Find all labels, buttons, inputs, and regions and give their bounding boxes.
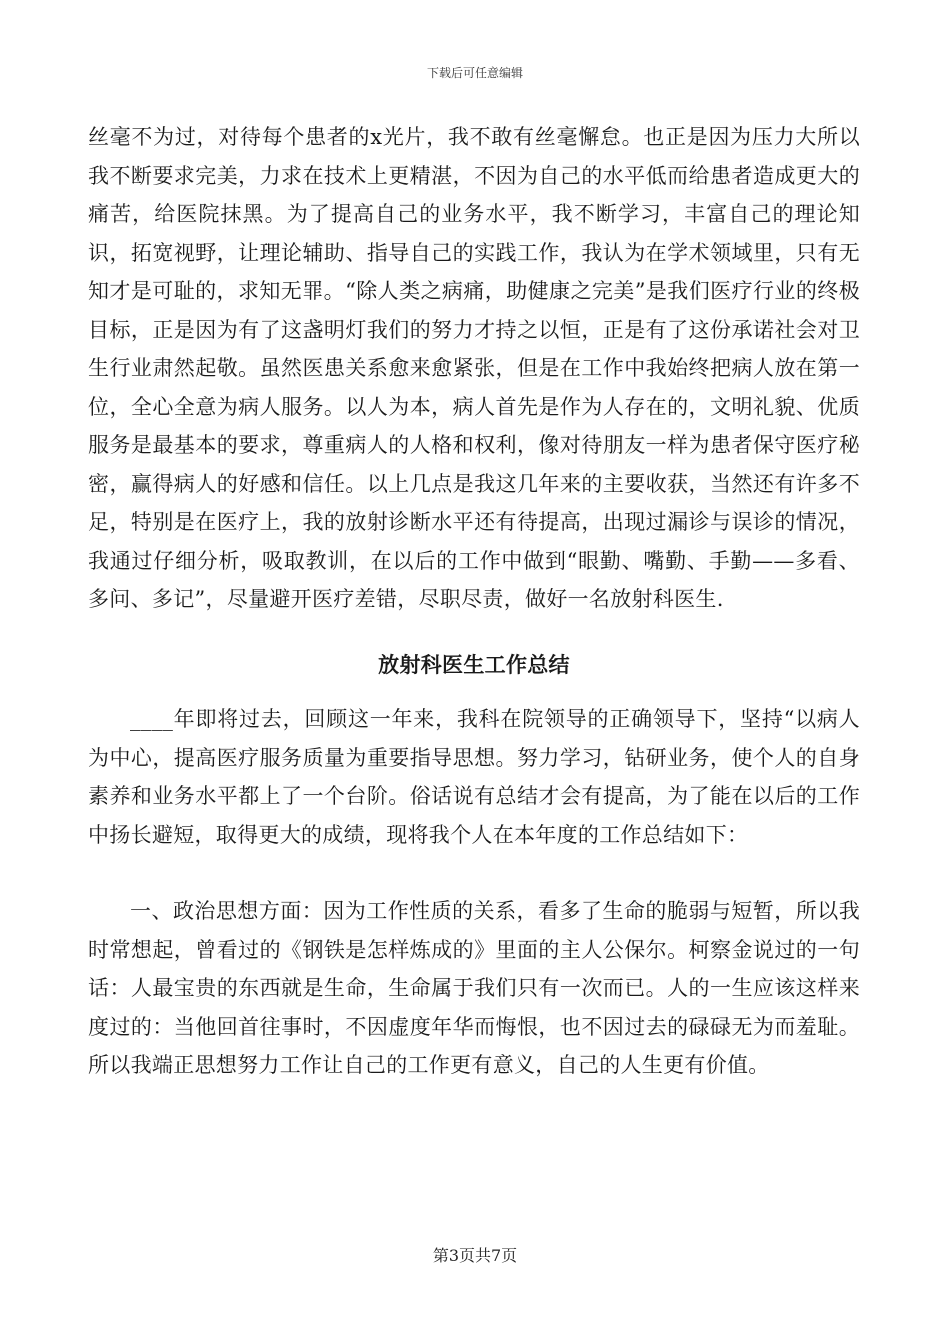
point-one-paragraph: 一、政治思想方面：因为工作性质的关系，看多了生命的脆弱与短暂，所以我时常想起，曾看过的《钢铁是怎样炼成的》里面的主人公保尔。柯察金说过的一句话：人最宝贵的东西就是生命，生命属于我们只有一次而已。人的一生应该这样来度过的：当他回首往事时，不因虚度年华而悔恨，也不因过去的碌碌无为而羞耻。所以我端正思想努力工作让自己的工作更有意义，自己的人生更有价值。 — [88, 899, 860, 1077]
section-title: 放射科医生工作总结 — [378, 651, 570, 677]
document-body — [88, 118, 860, 1085]
paragraph-spacer — [88, 854, 860, 892]
continued-paragraph: 丝毫不为过，对待每个患者的x光片，我不敢有丝毫懈怠。也正是因为压力大所以我不断要求完美，力求在技术上更精湛，不因为自己的水平低而给患者造成更大的痛苦，给医院抹黑。为了提高自己的业务水平，我不断学习，丰富自己的理论知识，拓宽视野，让理论辅助、指导自己的实践工作，我认为在学术领域里，只有无知才是可耻的，求知无罪。“除人类之病痛，助健康之完美”是我们医疗行业的终极目标，正是因为有了这盏明灯我们的努力才持之以恒，正是有了这份承诺社会对卫生行业肃然起敬。虽然医患关系愈来愈紧张，但是在工作中我始终把病人放在第一位，全心全意为病人服务。以人为本，病人首先是作为人存在的，文明礼貌、优质服务是最基本的要求，尊重病人的人格和权利，像对待朋友一样为患者保守医疗秘密，赢得病人的好感和信任。以上几点是我这几年来的主要收获，当然还有许多不足，特别是在医疗上，我的放射诊断水平还有待提高，出现过漏诊与误诊的情况，我通过仔细分析，吸取教训，在以后的工作中做到“眼勤、嘴勤、手勤——多看、多问、多记”，尽量避开医疗差错，尽职尽责，做好一名放射科医生. — [88, 125, 860, 611]
page-header: 下载后可任意编辑 — [426, 66, 523, 80]
intro-paragraph: ____年即将过去，回顾这一年来，我科在院领导的正确领导下，坚持“以病人为中心，提高医疗服务质量为重要指导思想。努力学习，钻研业务，使个人的自身素养和业务水平都上了一个台阶。俗话说有总结才会有提高，为了能在以后的工作中扬长避短，取得更大的成绩，现将我个人在本年度的工作总结如下： — [88, 707, 860, 847]
page-number: 第3页共7页 — [432, 1246, 518, 1265]
